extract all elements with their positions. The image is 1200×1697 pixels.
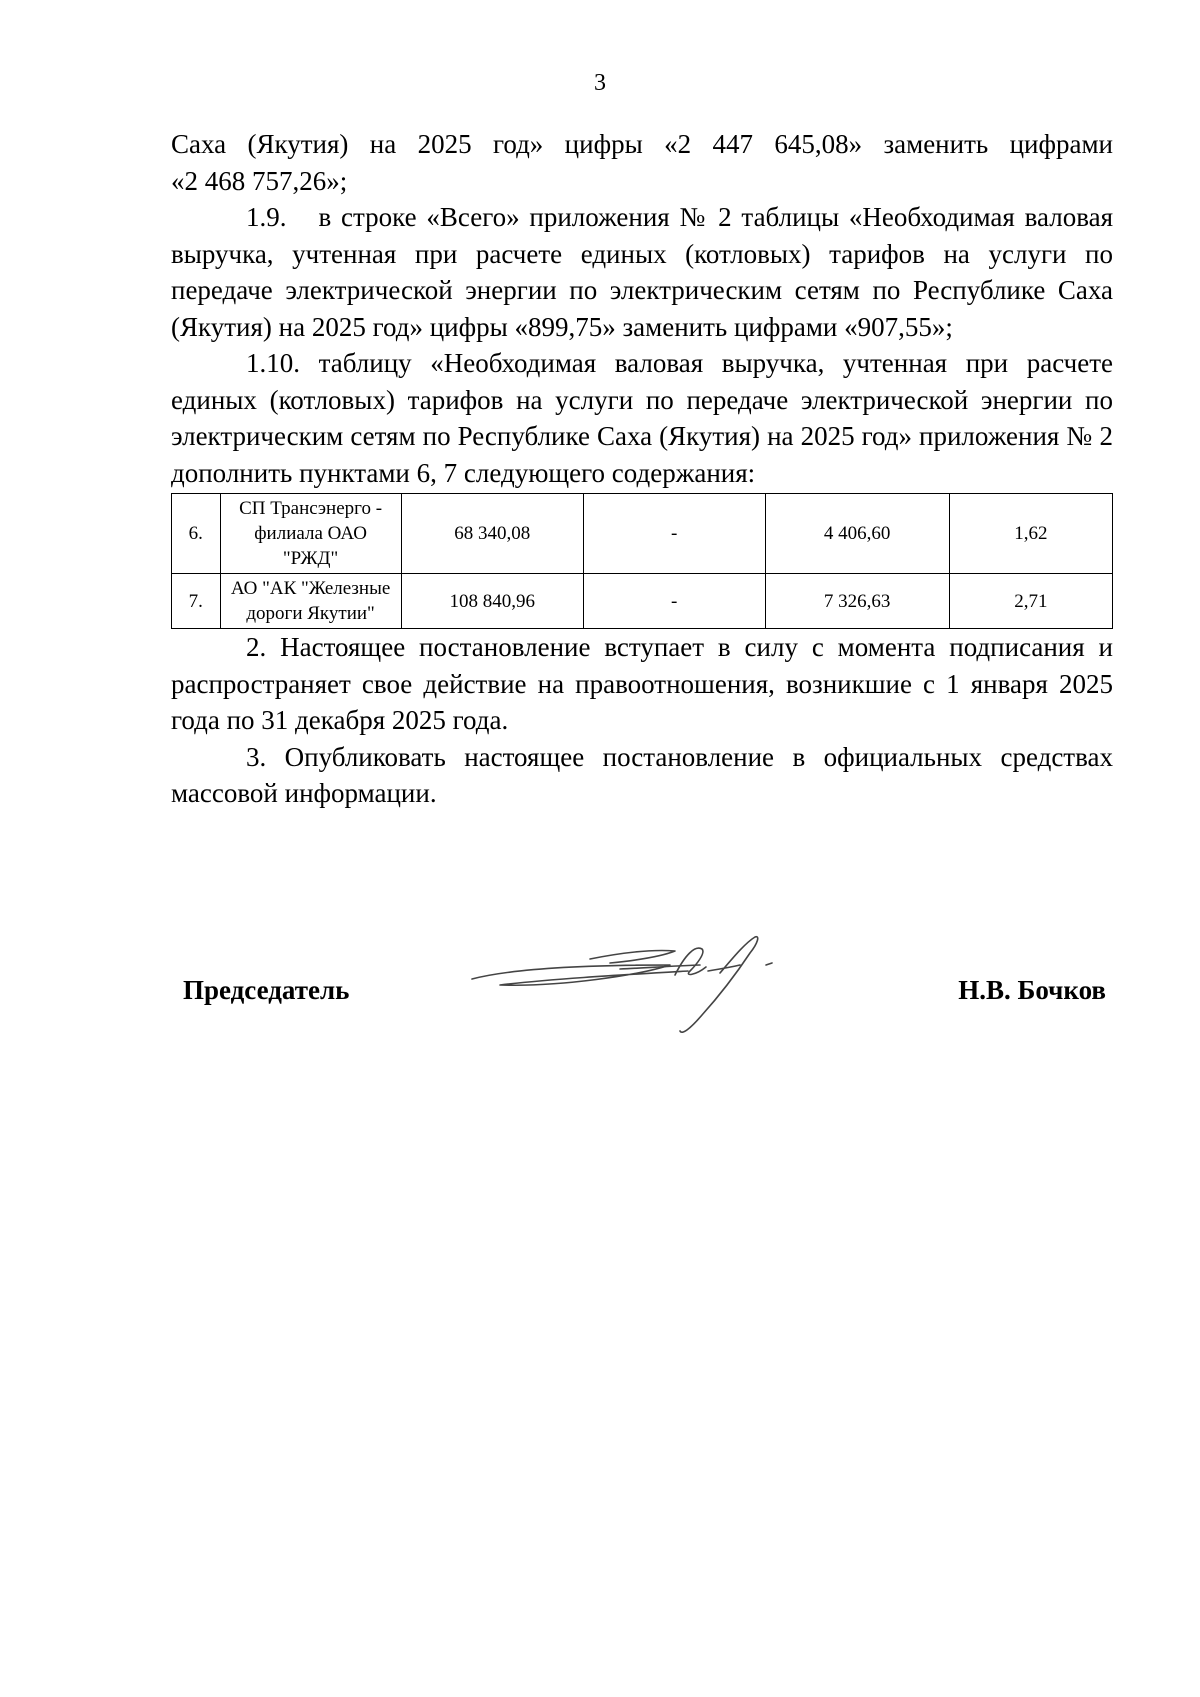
table-cell-name: СП Трансэнерго - филиала ОАО "РЖД"	[220, 494, 401, 574]
item-number-1-9: 1.9.	[246, 202, 287, 232]
table-cell-value: 68 340,08	[401, 494, 583, 574]
table-cell-value: 2,71	[949, 574, 1112, 629]
paragraph-item-1-9	[171, 199, 1113, 345]
table-cell-value: 7 326,63	[765, 574, 949, 629]
paragraph-1-line-1: Саха (Якутия) на 2025 год» цифры «2 447 645,08» заменить цифрами	[171, 129, 1113, 159]
table-row	[172, 494, 1113, 574]
paragraph-item-3: 3. Опубликовать настоящее постановление в официальных средствах массовой информации.	[171, 741, 1113, 808]
signatory-name: Н.В. Бочков	[958, 975, 1106, 1005]
paragraph-1-line-2: «2 468 757,26»;	[171, 165, 348, 196]
item-text-1-9: в строке «Всего» приложения № 2 таблицы «Необходимая валовая выручка, учтенная при расчете единых (котловых) тарифов на услуги по передаче электрической энергии по электрическим сетям по Республике Саха (Якутия) на 2025 год» цифры «899,75» заменить цифрами «907,55»;	[171, 202, 1113, 342]
paragraph-item-1-10: 1.10. таблицу «Необходимая валовая выручка, учтенная при расчете единых (котловых) тарифов на услуги по передаче электрической энергии по электрическим сетям по Республике Саха (Якутия) на 2025 год» приложения № 2 дополнить пунктами 6, 7 следующего содержания:	[171, 348, 1113, 488]
table-cell-name: АО "АК "Железные дороги Якутии"	[220, 574, 401, 629]
document-body	[171, 126, 1113, 812]
table-cell-value: 4 406,60	[765, 494, 949, 574]
table-cell-value: 108 840,96	[401, 574, 583, 629]
amendment-table	[171, 493, 1113, 629]
table-row	[172, 574, 1113, 629]
table-cell-num: 7.	[172, 574, 221, 629]
table-cell-num: 6.	[172, 494, 221, 574]
signature-block	[183, 975, 1106, 1015]
paragraph-item-2: 2. Настоящее постановление вступает в силу с момента подписания и распространяет свое действие на правоотношения, возникшие с 1 января 2025 года по 31 декабря 2025 года.	[171, 632, 1113, 735]
signatory-role: Председатель	[183, 975, 350, 1005]
table-cell-value: -	[583, 494, 765, 574]
table-cell-value: 1,62	[949, 494, 1112, 574]
page-number: 3	[594, 70, 606, 96]
table-cell-value: -	[583, 574, 765, 629]
